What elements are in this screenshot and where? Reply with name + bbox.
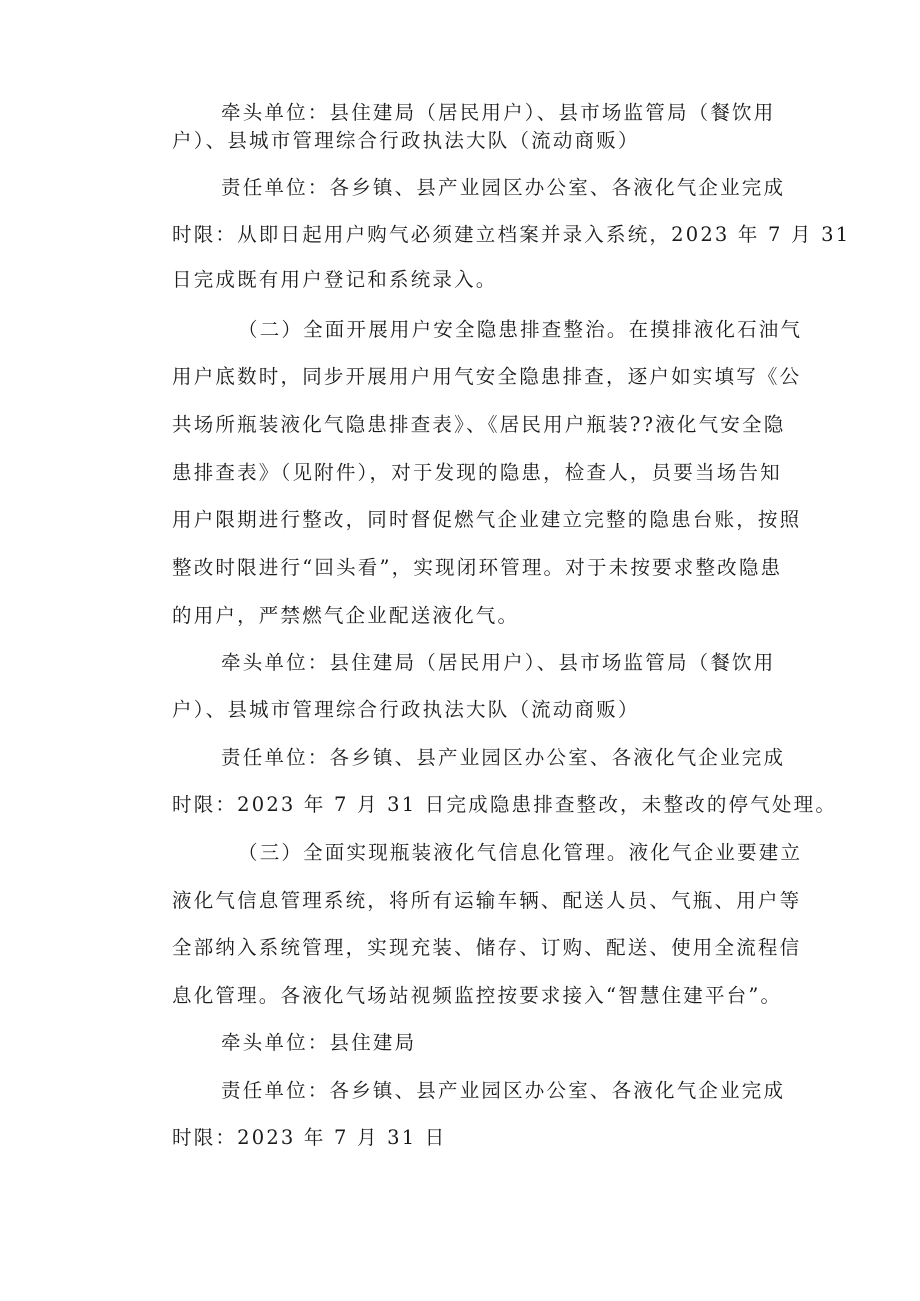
text-line: 时限：从即日起用户购气必须建立档案并录入系统，2023 年 7 月 31 [172, 223, 851, 246]
text-line: 责任单位：各乡镇、县产业园区办公室、各液化气企业完成 [221, 176, 786, 199]
text-line: 户）、县城市管理综合行政执法大队（流动商贩） [172, 129, 640, 152]
text-line: 时限：2023 年 7 月 31 日完成隐患排查整改，未整改的停气处理。 [172, 793, 838, 816]
text-line: 的用户，严禁燃气企业配送液化气。 [172, 604, 520, 627]
text-line: 整改时限进行“回头看”，实现闭环管理。对于未按要求整改隐患 [172, 556, 783, 579]
text-line: （二）全面开展用户安全隐患排查整治。在摸排液化石油气 [238, 318, 803, 341]
text-line: 牵头单位：县住建局（居民用户）、县市场监管局（餐饮用 [221, 101, 776, 124]
text-line: 牵头单位：县住建局 [221, 1031, 417, 1054]
text-line: 患排查表》（见附件），对于发现的隐患，检查人，员要当场告知 [172, 461, 782, 484]
text-line: 时限：2023 年 7 月 31 日 [172, 1126, 447, 1149]
text-line: 共场所瓶装液化气隐患排查表》、《居民用户瓶装??液化气安全隐 [172, 413, 786, 436]
text-line: 户）、县城市管理综合行政执法大队（流动商贩） [172, 698, 640, 721]
text-line: （三）全面实现瓶装液化气信息化管理。液化气企业要建立 [238, 841, 803, 864]
text-line: 息化管理。各液化气场站视频监控按要求接入“智慧住建平台”。 [172, 984, 783, 1007]
text-line: 全部纳入系统管理，实现充装、储存、订购、配送、使用全流程信 [172, 936, 802, 959]
text-line: 用户限期进行整改，同时督促燃气企业建立完整的隐患台账，按照 [172, 508, 802, 531]
text-line: 责任单位：各乡镇、县产业园区办公室、各液化气企业完成 [221, 1079, 786, 1102]
text-line: 液化气信息管理系统，将所有运输车辆、配送人员、气瓶、用户等 [172, 889, 802, 912]
text-line: 牵头单位：县住建局（居民用户）、县市场监管局（餐饮用 [221, 651, 776, 674]
text-line: 用户底数时，同步开展用户用气安全隐患排查，逐户如实填写《公 [172, 365, 802, 388]
text-line: 责任单位：各乡镇、县产业园区办公室、各液化气企业完成 [221, 746, 786, 769]
text-line: 日完成既有用户登记和系统录入。 [172, 268, 498, 291]
